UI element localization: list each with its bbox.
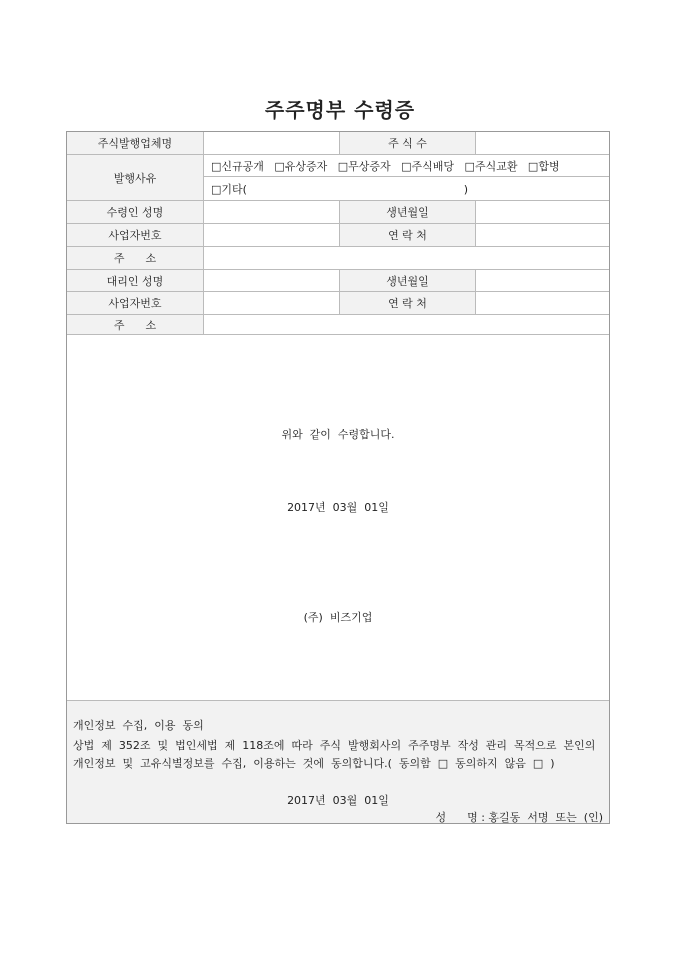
agent-address-field[interactable] (203, 315, 609, 334)
recipient-address-field[interactable] (203, 247, 609, 269)
consent-signature: 성 명 : 홍길동 서명 또는 (인) (435, 811, 603, 824)
consent-text-line2[interactable]: 개인정보 및 고유식별정보를 수집, 이용하는 것에 동의합니다.( 동의함 □ 동의하지 않음 □ ) (73, 757, 555, 770)
company-name-field[interactable] (203, 132, 339, 154)
row-agent-address (67, 315, 609, 335)
company-signature: (주) 비즈기업 (303, 611, 373, 624)
recipient-contact-field[interactable] (475, 224, 609, 246)
company-name-label: 주식발행업체명 (67, 132, 203, 154)
recipient-address-label: 주 소 (67, 247, 203, 269)
agent-bizno-label: 사업자번호 (67, 292, 203, 314)
receipt-form (66, 131, 610, 824)
agent-name-label: 대리인 성명 (67, 270, 203, 291)
row-company (67, 132, 609, 155)
row-agent-name (67, 270, 609, 292)
agent-bizno-field[interactable] (203, 292, 339, 314)
recipient-contact-label: 연 락 처 (339, 224, 475, 246)
recipient-name-field[interactable] (203, 201, 339, 223)
recipient-name-label: 수령인 성명 (67, 201, 203, 223)
reason-other[interactable]: □기타( ) (203, 177, 609, 200)
page-title: 주주명부 수령증 (264, 98, 416, 122)
recipient-birth-label: 생년월일 (339, 201, 475, 223)
agent-name-field[interactable] (203, 270, 339, 291)
agent-contact-label: 연 락 처 (339, 292, 475, 314)
row-reason (67, 155, 609, 201)
row-recipient-name (67, 201, 609, 224)
statement-text: 위와 같이 수령합니다. (281, 428, 395, 441)
consent-date: 2017년 03월 01일 (287, 794, 389, 807)
agent-address-label: 주 소 (67, 315, 203, 334)
row-recipient-address (67, 247, 609, 270)
consent-section (67, 701, 609, 823)
agent-birth-label: 생년월일 (339, 270, 475, 291)
agent-birth-field[interactable] (475, 270, 609, 291)
reason-label: 발행사유 (67, 155, 203, 200)
shares-label: 주 식 수 (339, 132, 475, 154)
statement-area (67, 334, 609, 701)
recipient-bizno-label: 사업자번호 (67, 224, 203, 246)
recipient-bizno-field[interactable] (203, 224, 339, 246)
row-recipient-bizno (67, 224, 609, 247)
reason-options[interactable]: □신규공개 □유상증자 □무상증자 □주식배당 □주식교환 □합병 (203, 155, 609, 177)
consent-text-line1: 상법 제 352조 및 법인세법 제 118조에 따라 주식 발행회사의 주주명부 작성 관리 목적으로 본인의 (73, 739, 596, 752)
consent-heading: 개인정보 수집, 이용 동의 (73, 719, 204, 732)
recipient-birth-field[interactable] (475, 201, 609, 223)
statement-date: 2017년 03월 01일 (287, 501, 389, 514)
agent-contact-field[interactable] (475, 292, 609, 314)
shares-field[interactable] (475, 132, 609, 154)
row-agent-bizno (67, 292, 609, 315)
